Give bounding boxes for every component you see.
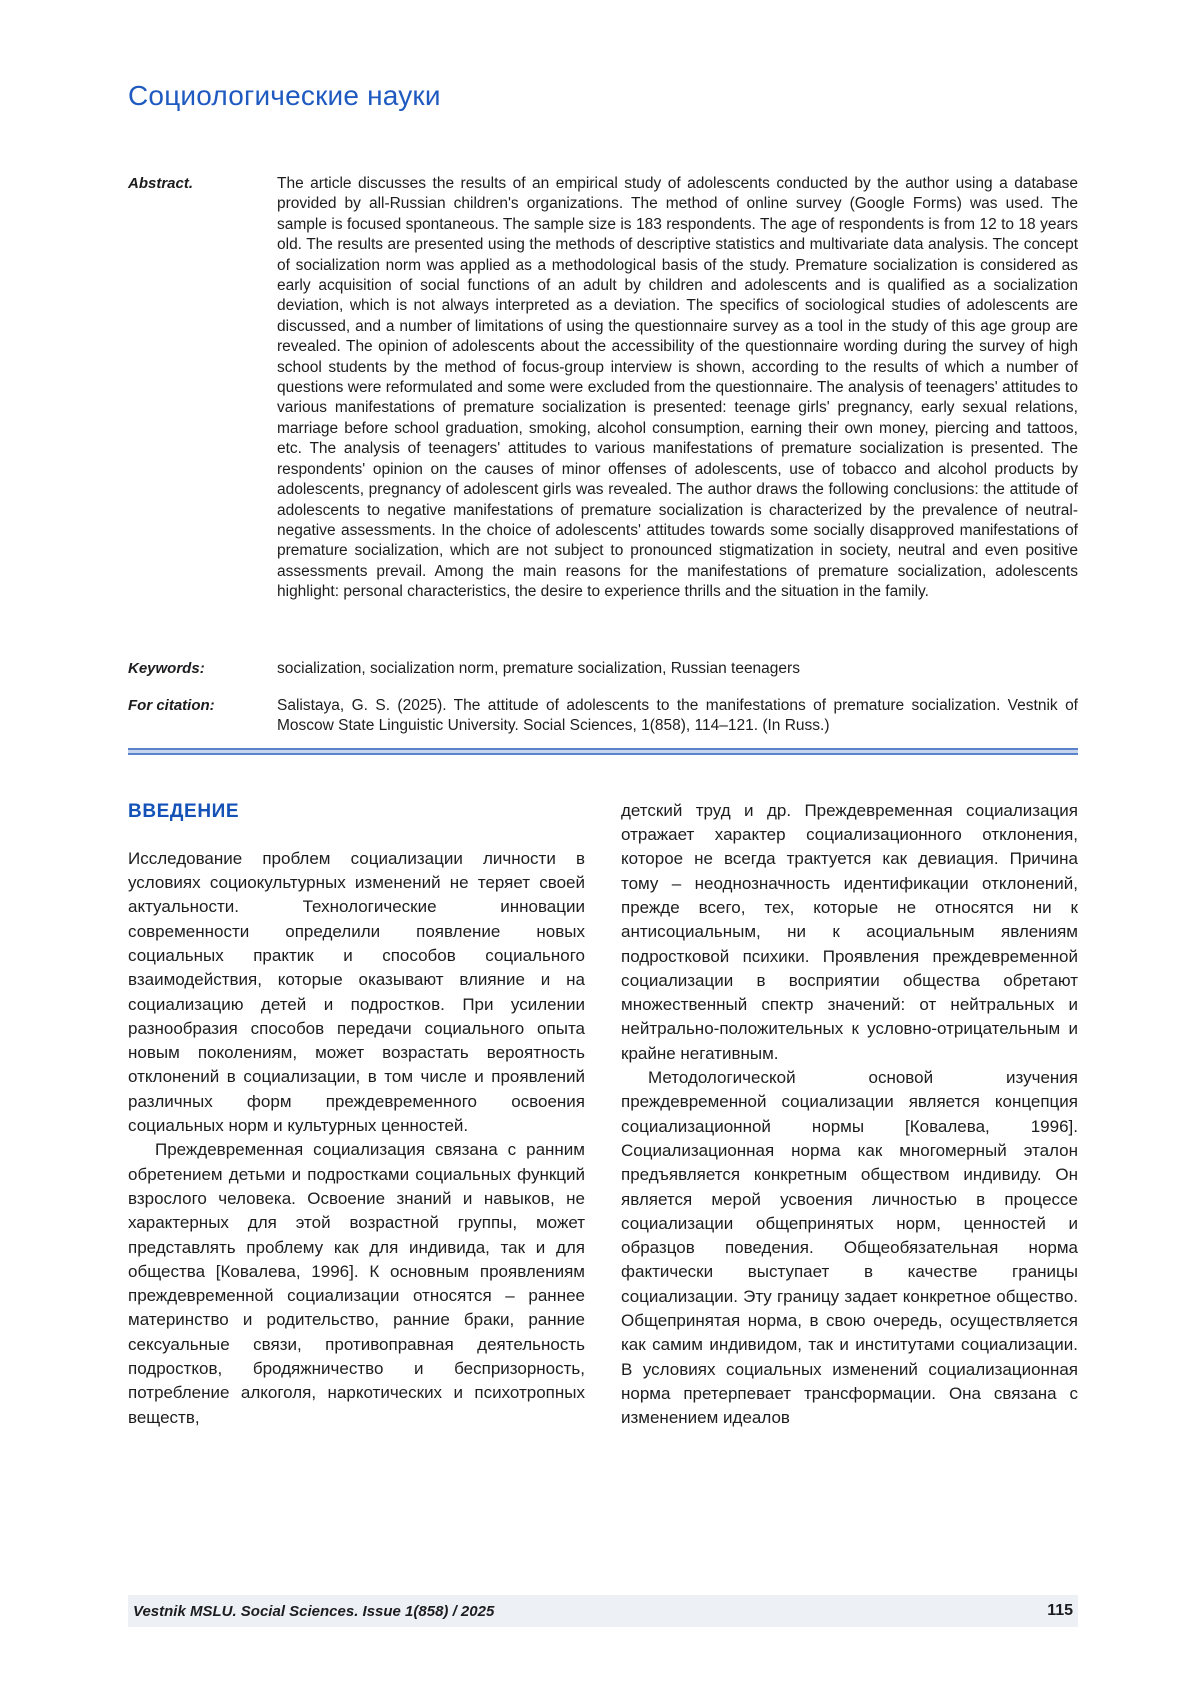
- abstract-label: Abstract.: [128, 175, 194, 192]
- paragraph: Исследование проблем социализации личности в условиях социокультурных изменений не теряет своей актуальности. Технологические инновации современности определили появление новых социальных практик и способов социального взаимодействия, которые оказывают влияние и на социализацию детей и подростков. При усилении разнообразия способов передачи социального опыта новым поколениям, может возрастать вероятность отклонений в социализации, в том числе и проявлений различных форм преждевременного освоения социальных норм и культурных ценностей.: [128, 848, 585, 1136]
- citation-row: [128, 696, 1078, 737]
- article-meta: [128, 174, 1078, 737]
- section-divider: [128, 748, 1078, 755]
- citation-text: Salistaya, G. S. (2025). The attitude of adolescents to the manifestations of premature socialization. Vestnik of Moscow State Linguistic University. Social Sciences, 1(858), 114–121. (In Russ.): [277, 696, 1078, 735]
- introduction-heading: ВВЕДЕНИЕ: [128, 800, 240, 822]
- abstract-row: [128, 174, 1078, 603]
- paragraph: Методологической основой изучения преждевременной социализации является концепция социализационной нормы [Ковалева, 1996]. Социализационная норма как многомерный эталон предъявляется конкретным обществом индивиду. Он является мерой усвоения личностью в процессе социализации общепринятых норм, ценностей и образцов поведения. Общеобязательная норма фактически выступает в качестве границы социализации. Эту границу задает конкретное общество. Общепринятая норма, в свою очередь, осуществляется как самим индивидом, так и институтами социализации. В условиях социальных изменений социализационная норма претерпевает трансформации. Она связана с изменением идеалов: [621, 1068, 1078, 1428]
- paragraph: детский труд и др. Преждевременная социализация отражает характер социализационного отклонения, которое не всегда трактуется как девиация. Причина тому – неоднозначность идентификации отклонений, прежде всего, тех, которые не относятся ни к антисоциальным, ни к асоциальным явлениям подростковой психики. Проявления преждевременной социализации в восприятии общества обретают множественный спектр значений: от нейтральных и нейтрально-положительных к условно-отрицательным и крайне негативным.: [621, 800, 1078, 1063]
- page-number: 115: [1047, 1602, 1073, 1619]
- page-footer: [128, 1595, 1078, 1627]
- article-body: [128, 799, 1078, 1431]
- abstract-text: The article discusses the results of an empirical study of adolescents conducted by the author using a database provided by all-Russian children's organizations. The method of online survey (Google Forms) was used. The sample is focused spontaneous. The sample size is 183 respondents. The age of respondents is from 12 to 18 years old. The results are presented using the methods of descriptive statistics and multivariate data analysis. The concept of socialization norm was applied as a methodological basis of the study. Premature socialization is considered as early acquisition of social functions of an adult by children and adolescents and is qualified as a socialization deviation, which is not always interpreted as a deviation. The specifics of sociological studies of adolescents are discussed, and a number of limitations of using the questionnaire survey as a tool in the study of this age group are revealed. The opinion of adolescents about the accessibility of the questionnaire wording during the survey of high school students by the method of focus-group interview is shown, according to the results of which a number of questions were reformulated and some were excluded from the questionnaire. The analysis of teenagers' attitudes to various manifestations of premature socialization is presented: teenage girls' pregnancy, early sexual relations, marriage before school graduation, smoking, alcohol consumption, earning their own money, piercing and tattoos, etc. The analysis of teenagers' attitudes to various manifestations of premature socialization is presented. The respondents' opinion on the causes of minor offenses of adolescents, use of tobacco and alcohol products by adolescents, pregnancy of adolescent girls was revealed. The author draws the following conclusions: the attitude of adolescents to negative manifestations of premature socialization is characterized by the prevalence of neutral-negative assessments. In the choice of adolescents' attitudes towards some socially disapproved manifestations of premature socialization, which are not subject to pronounced stigmatization in society, neutral and even positive assessments prevail. Among the main reasons for the manifestations of premature socialization, adolescents highlight: personal characteristics, the desire to experience thrills and the situation in the family.: [277, 175, 1078, 601]
- keywords-label: Keywords:: [128, 659, 205, 677]
- citation-label: For citation:: [128, 696, 215, 714]
- column-left: [128, 799, 585, 1431]
- section-header: Социологические науки: [128, 80, 441, 111]
- paragraph: Преждевременная социализация связана с ранним обретением детьми и подростками социальных функций взрослого человека. Освоение знаний и навыков, не характерных для этой возрастной группы, может представлять проблему как для индивида, так и для общества [Ковалева, 1996]. К основным проявлениям преждевременной социализации относятся – раннее материнство и родительство, ранние браки, ранние сексуальные связи, противоправная деятельность подростков, бродяжничество и беспризорность, потребление алкоголя, наркотических и психотропных веществ,: [128, 1140, 585, 1427]
- journal-line: Vestnik MSLU. Social Sciences. Issue 1(858) / 2025: [133, 1602, 495, 1620]
- column-right: [621, 799, 1078, 1431]
- keywords-text: socialization, socialization norm, premature socialization, Russian teenagers: [277, 659, 800, 677]
- keywords-row: [128, 659, 1078, 679]
